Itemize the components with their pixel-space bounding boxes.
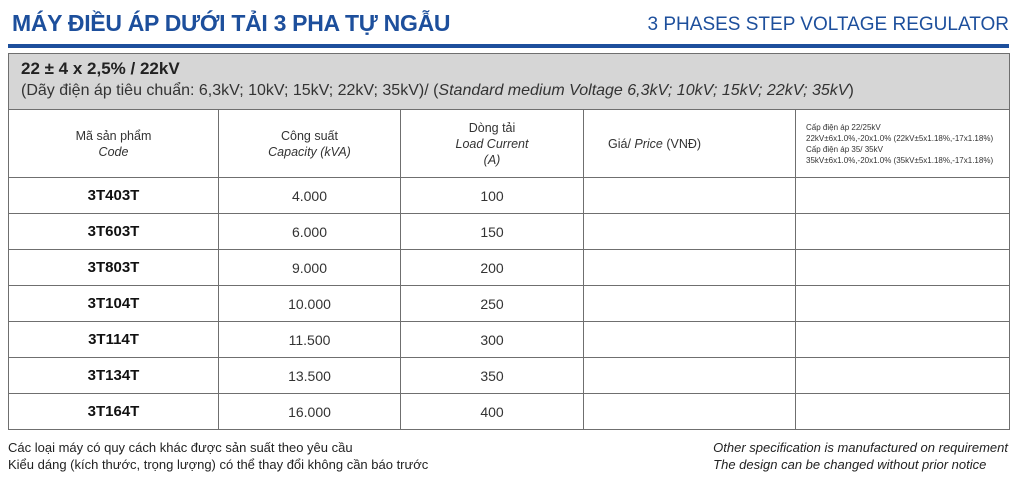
footer-note: Other specification is manufactured on requirement [713,440,1008,455]
table-row [9,358,1010,394]
header-voltage-notes [796,110,1010,178]
voltage-note: 35kV±6x1.0%,-20x1.0% (35kV±5x1.18%,-17x1.18%) [806,155,994,165]
cell-current: 400 [401,394,584,430]
header-capacity [219,110,401,178]
header-capacity-en: Capacity (kVA) [268,144,351,159]
cell-code: 3T134T [9,358,219,394]
footer-note: Kiểu dáng (kích thước, trọng lượng) có thể thay đổi không cần báo trước [8,457,429,472]
table-row [9,214,1010,250]
page-title: MÁY ĐIỀU ÁP DƯỚI TẢI 3 PHA TỰ NGẪU [12,10,451,36]
spec-sub-close: ) [848,82,854,99]
table-row [9,394,1010,430]
header-price-en: Price [634,136,663,151]
table-row [9,178,1010,214]
cell-price-35kv [796,358,1010,394]
cell-code: 3T114T [9,322,219,358]
cell-current: 250 [401,286,584,322]
cell-price-35kv [796,394,1010,430]
cell-price-35kv [796,214,1010,250]
cell-code: 3T603T [9,214,219,250]
table-row [9,322,1010,358]
cell-price-35kv [796,250,1010,286]
table-row [9,286,1010,322]
cell-price-35kv [796,178,1010,214]
voltage-note: 22kV±6x1.0%,-20x1.0% (22kV±5x1.18%,-17x1.18%) [806,133,994,143]
cell-current: 300 [401,322,584,358]
cell-price-35kv [796,322,1010,358]
header-current-vi: Dòng tải [468,120,516,135]
cell-price-22kv [584,394,796,430]
spec-header-row [9,54,1010,110]
header-code-vi: Mã sản phẩm [75,128,152,143]
cell-capacity: 11.500 [219,322,401,358]
spec-cell [9,54,1010,110]
price-table [8,53,1010,430]
header-capacity-vi: Công suất [281,128,338,143]
page-title-english: 3 PHASES STEP VOLTAGE REGULATOR [647,14,1009,35]
footer-note: Các loại máy có quy cách khác được sản suất theo yêu cầu [8,440,353,455]
spec-sub-vi: (Dãy điện áp tiêu chuẩn: 6,3kV; 10kV; 15kV; 22kV; 35kV)/ ( [21,82,439,99]
column-header-row [9,110,1010,178]
spec-standard-voltage [21,82,1009,100]
cell-price-22kv [584,250,796,286]
cell-capacity: 16.000 [219,394,401,430]
cell-price-22kv [584,178,796,214]
cell-capacity: 13.500 [219,358,401,394]
title-divider [8,44,1009,48]
cell-price-22kv [584,322,796,358]
spec-sub-en: Standard medium Voltage 6,3kV; 10kV; 15kV; 22kV; 35kV [438,82,849,99]
cell-current: 200 [401,250,584,286]
footer-note: The design can be changed without prior notice [713,457,987,472]
cell-capacity: 6.000 [219,214,401,250]
header-code [9,110,219,178]
header-price [584,110,796,178]
cell-price-22kv [584,286,796,322]
cell-code: 3T803T [9,250,219,286]
cell-price-35kv [796,286,1010,322]
cell-price-22kv [584,214,796,250]
cell-capacity: 10.000 [219,286,401,322]
voltage-note: Cấp điện áp 35/ 35kV [806,144,883,154]
cell-price-22kv [584,358,796,394]
footer-notes-vi [8,439,428,473]
header-current [401,110,584,178]
cell-capacity: 9.000 [219,250,401,286]
header-current-en: Load Current [455,136,529,151]
cell-current: 150 [401,214,584,250]
cell-current: 350 [401,358,584,394]
cell-capacity: 4.000 [219,178,401,214]
cell-code: 3T104T [9,286,219,322]
header-price-vi: Giá/ [608,136,635,151]
table-row [9,250,1010,286]
voltage-note: Cấp điện áp 22/25kV [806,122,881,132]
header-code-en: Code [98,144,129,159]
cell-current: 100 [401,178,584,214]
header-current-unit: (A) [483,152,501,167]
cell-code: 3T403T [9,178,219,214]
spec-voltage: 22 ± 4 x 2,5% / 22kV [21,59,180,78]
cell-code: 3T164T [9,394,219,430]
header-price-unit: (VNĐ) [662,136,702,151]
footer-notes-en [713,439,1008,473]
